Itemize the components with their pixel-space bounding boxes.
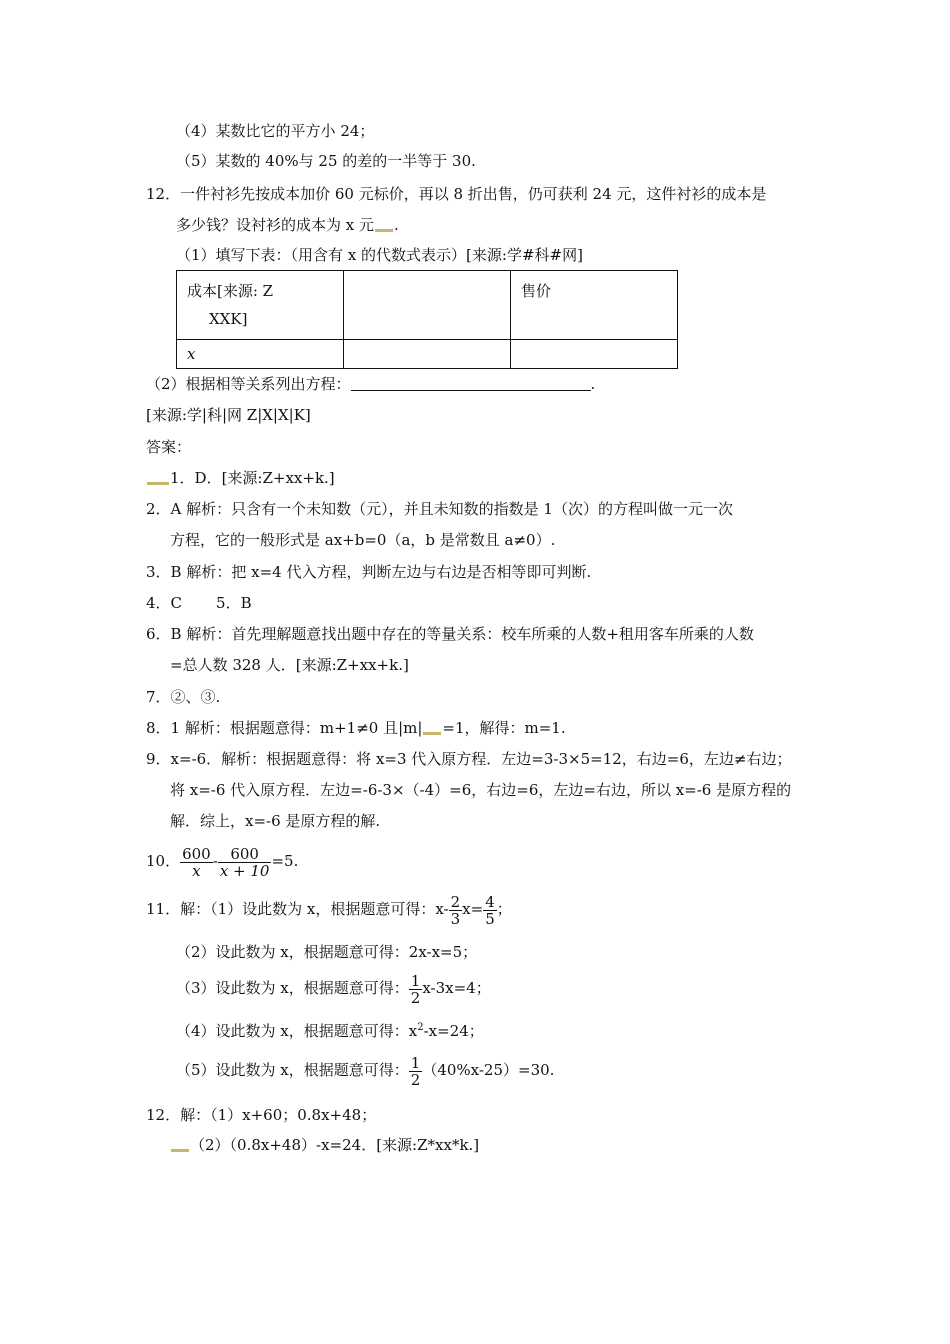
answer-8: 8．1 解析：根据题意得：m+1≠0 且|m| =1，解得：m=1. — [146, 719, 566, 737]
answer-1: 1．D．[来源:Z+xx+k.] — [146, 468, 335, 488]
answer-7: 7．②、③. — [146, 688, 221, 706]
answer-12-part2: （2）（0.8x+48）-x=24．[来源:Z*xx*k.] — [170, 1135, 479, 1155]
highlight-mark — [147, 482, 169, 485]
q12-sub1: （1）填写下表：（用含有 x 的代数式表示）[来源:学#科#网] — [176, 246, 583, 264]
fraction: $\frac{4}{5}$ — [485, 892, 495, 928]
q11-part4: （4）某数比它的平方小 24； — [176, 122, 375, 140]
answer-6-line2: =总人数 328 人．[来源:Z+xx+k.] — [170, 656, 409, 674]
answer-3: 3．B 解析：把 x=4 代入方程，判断左边与右边是否相等即可判断. — [146, 563, 592, 581]
table-header-empty — [344, 271, 511, 340]
table-header-cost: 成本[来源: Z XXK] — [177, 271, 344, 340]
answer-4-5: 4．C 5．B — [146, 594, 252, 612]
answer-9-line3: 解．综上，x=-6 是原方程的解. — [170, 812, 381, 830]
answer-11-part2: （2）设此数为 x，根据题意可得：2x-x=5； — [176, 943, 478, 961]
highlight-mark — [171, 1149, 189, 1152]
cost-price-table — [176, 270, 678, 369]
answer-6-line1: 6．B 解析：首先理解题意找出题中存在的等量关系：校车所乘的人数+租用客车所乘的人数 — [146, 625, 754, 643]
highlight-mark — [375, 229, 393, 232]
answer-11-part4: （4）设此数为 x，根据题意可得：$x^2-x=24$； — [176, 1022, 484, 1040]
answer-9-line1: 9．x=-6．解析：根据题意得：将 x=3 代入原方程．左边=3-3×5=12，右边=6，左边≠右边； — [146, 750, 792, 768]
table-cell-empty — [344, 340, 511, 369]
fraction: $\frac{2}{3}$ — [450, 892, 461, 928]
q12-sub2: （2）根据相等关系列出方程： . — [146, 375, 596, 393]
answer-11-part5: （5）设此数为 x，根据题意可得： $\frac{1}{2}$ （40%x-25）=30. — [176, 1053, 555, 1089]
fraction: $\frac{600}{x}$ — [182, 844, 211, 880]
q11-part5: （5）某数的 40%与 25 的差的一半等于 30. — [176, 152, 476, 170]
answer-2-line2: 方程，它的一般形式是 ax+b=0（a，b 是常数且 a≠0）. — [170, 531, 556, 549]
answer-blank — [351, 376, 591, 391]
answer-10: 10． $\frac{600}{x}$ - $\frac{600}{x + 10}$ =5. — [146, 844, 299, 880]
answer-9-line2: 将 x=-6 代入原方程．左边=-6-3×（-4）=6，右边=6，左边=右边，所以 x=-6 是原方程的 — [170, 781, 792, 799]
table-cell-empty — [511, 340, 678, 369]
q12-line2: 多少钱？设衬衫的成本为 x 元 . — [176, 216, 399, 234]
q12-line1: 12．一件衬衫先按成本加价 60 元标价，再以 8 折出售，仍可获利 24 元，这件衬衫的成本是 — [146, 185, 767, 203]
highlight-mark — [423, 732, 441, 735]
fraction: $\frac{600}{x + 10}$ — [219, 844, 270, 880]
answer-12-part1: 12．解：（1）x+60；0.8x+48； — [146, 1106, 377, 1124]
table-cell-x: x — [177, 340, 344, 369]
answer-2-line1: 2．A 解析：只含有一个未知数（元），并且未知数的指数是 1（次）的方程叫做一元一次 — [146, 500, 733, 518]
source-line: [来源:学|科|网 Z|X|X|K] — [146, 406, 311, 424]
answers-title: 答案： — [146, 438, 192, 456]
fraction: $\frac{1}{2}$ — [410, 971, 421, 1007]
answer-11-part3: （3）设此数为 x，根据题意可得： $\frac{1}{2}$ x-3x=4； — [176, 971, 491, 1007]
fraction: $\frac{1}{2}$ — [410, 1053, 421, 1089]
answer-11-part1: 11．解：（1）设此数为 x，根据题意可得：x- $\frac{2}{3}$ x= $\frac{4}{5}$ ； — [146, 892, 512, 928]
table-header-price: 售价 — [511, 271, 678, 340]
